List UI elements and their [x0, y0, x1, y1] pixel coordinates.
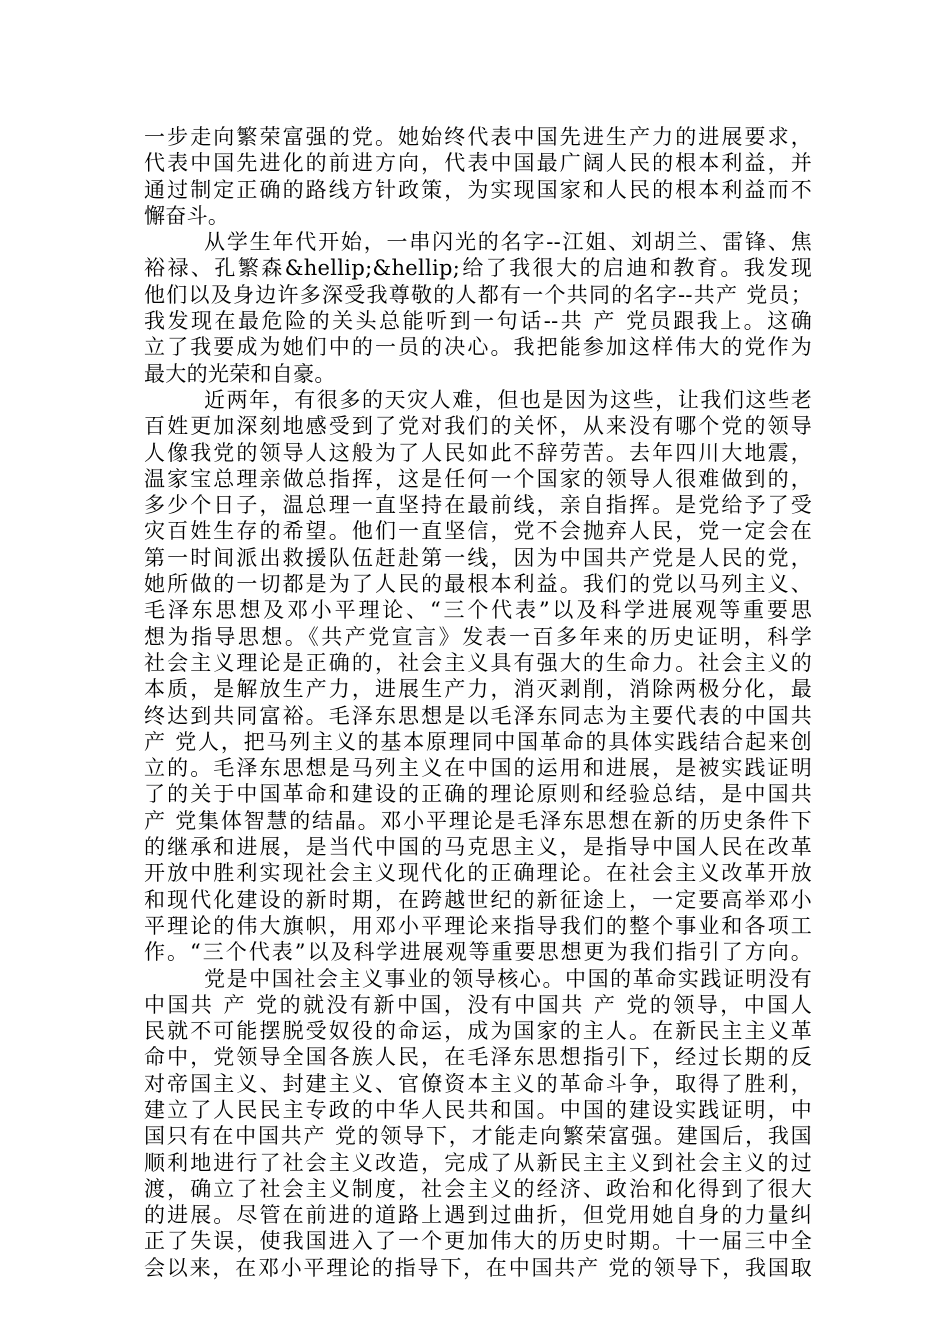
- text-line: 懈奋斗。: [144, 203, 230, 228]
- text-line: 中国共 产 党的就没有新中国，没有中国共 产 党的领导，中国人: [144, 992, 812, 1017]
- text-line: 立了我要成为她们中的一员的决心。我把能参加这样伟大的党作为: [144, 335, 812, 360]
- text-line: 作。“三个代表”以及科学进展观等重要思想更为我们指引了方向。: [144, 940, 812, 965]
- paragraph: [144, 124, 812, 229]
- text-line: 渡，确立了社会主义制度，社会主义的经济、政治和化得到了很大: [144, 1176, 812, 1201]
- text-line: 第一时间派出救援队伍赶赴第一线，因为中国共产党是人民的党，: [144, 545, 812, 570]
- text-line: 命中，党领导全国各族人民，在毛泽东思想指引下，经过长期的反: [144, 1045, 812, 1070]
- document-body: [144, 124, 812, 1281]
- text-line: 毛泽东思想及邓小平理论、“三个代表”以及科学进展观等重要思: [144, 598, 812, 623]
- text-line: 代表中国先进化的前进方向，代表中国最广阔人民的根本利益，并: [144, 151, 812, 176]
- text-line: 建立了人民民主专政的中华人民共和国。中国的建设实践证明，中: [144, 1097, 812, 1122]
- text-line: 一步走向繁荣富强的党。她始终代表中国先进生产力的进展要求，: [144, 125, 812, 149]
- text-line: 开放中胜利实现社会主义现代化的正确理论。在社会主义改革开放: [144, 861, 812, 886]
- text-line: 她所做的一切都是为了人民的最根本利益。我们的党以马列主义、: [144, 572, 812, 597]
- text-line: 会以来，在邓小平理论的指导下，在中国共产 党的领导下，我国取: [144, 1255, 812, 1280]
- text-line: 国只有在中国共产 党的领导下，才能走向繁荣富强。建国后，我国: [144, 1124, 812, 1149]
- text-line: 产 党集体智慧的结晶。邓小平理论是毛泽东思想在新的历史条件下: [144, 808, 812, 833]
- text-line: 的继承和进展，是当代中国的马克思主义，是指导中国人民在改革: [144, 835, 812, 860]
- text-line: 本质，是解放生产力，进展生产力，消灭剥削，消除两极分化，最: [144, 677, 812, 702]
- paragraph: [144, 966, 812, 1282]
- text-line: 裕禄、孔繁森&hellip;&hellip;给了我很大的启迪和教育。我发现: [144, 256, 812, 281]
- text-line: 通过制定正确的路线方针政策，为实现国家和人民的根本利益而不: [144, 177, 812, 202]
- text-line: 温家宝总理亲做总指挥，这是任何一个国家的领导人很难做到的，: [144, 466, 812, 491]
- text-line: 立的。毛泽东思想是马列主义在中国的运用和进展，是被实践证明: [144, 756, 812, 781]
- text-line: 平理论的伟大旗帜，用邓小平理论来指导我们的整个事业和各项工: [144, 913, 812, 938]
- text-line: 从学生年代开始，一串闪光的名字--江姐、刘胡兰、雷锋、焦: [204, 230, 812, 255]
- text-line: 了的关于中国革命和建设的正确的理论原则和经验总结，是中国共: [144, 782, 812, 807]
- text-line: 社会主义理论是正确的，社会主义具有强大的生命力。社会主义的: [144, 650, 812, 675]
- text-line: 人像我党的领导人这般为了人民如此不辞劳苦。去年四川大地震，: [144, 440, 812, 465]
- text-line: 的进展。尽管在前进的道路上遇到过曲折，但党用她自身的力量纠: [144, 1203, 812, 1228]
- paragraph: [144, 387, 812, 966]
- text-line: 对帝国主义、封建主义、官僚资本主义的革命斗争，取得了胜利，: [144, 1071, 812, 1096]
- text-line: 多少个日子，温总理一直坚持在最前线，亲自指挥。是党给予了受: [144, 493, 812, 518]
- paragraph: [144, 229, 812, 387]
- text-line: 民就不可能摆脱受奴役的命运，成为国家的主人。在新民主主义革: [144, 1019, 812, 1044]
- text-line: 他们以及身边许多深受我尊敬的人都有一个共同的名字--共产 党员；: [144, 282, 812, 307]
- text-line: 灾百姓生存的希望。他们一直坚信，党不会抛弃人民，党一定会在: [144, 519, 812, 544]
- text-line: 终达到共同富裕。毛泽东思想是以毛泽东同志为主要代表的中国共: [144, 703, 812, 728]
- text-line: 产 党人，把马列主义的基本原理同中国革命的具体实践结合起来创: [144, 729, 812, 754]
- text-line: 想为指导思想。《共产党宣言》发表一百多年来的历史证明，科学: [144, 624, 812, 649]
- text-line: 近两年，有很多的天灾人难，但也是因为这些，让我们这些老: [204, 387, 812, 412]
- text-line: 党是中国社会主义事业的领导核心。中国的革命实践证明没有: [204, 966, 812, 991]
- text-line: 正了失误，使我国进入了一个更加伟大的历史时期。十一届三中全: [144, 1229, 812, 1254]
- text-line: 和现代化建设的新时期，在跨越世纪的新征途上，一定要高举邓小: [144, 887, 812, 912]
- text-line: 百姓更加深刻地感受到了党对我们的关怀，从来没有哪个党的领导: [144, 414, 812, 439]
- text-line: 顺利地进行了社会主义改造，完成了从新民主主义到社会主义的过: [144, 1150, 812, 1175]
- text-line: 我发现在最危险的关头总能听到一句话--共 产 党员跟我上。这确: [144, 309, 812, 334]
- text-line: 最大的光荣和自豪。: [144, 361, 336, 386]
